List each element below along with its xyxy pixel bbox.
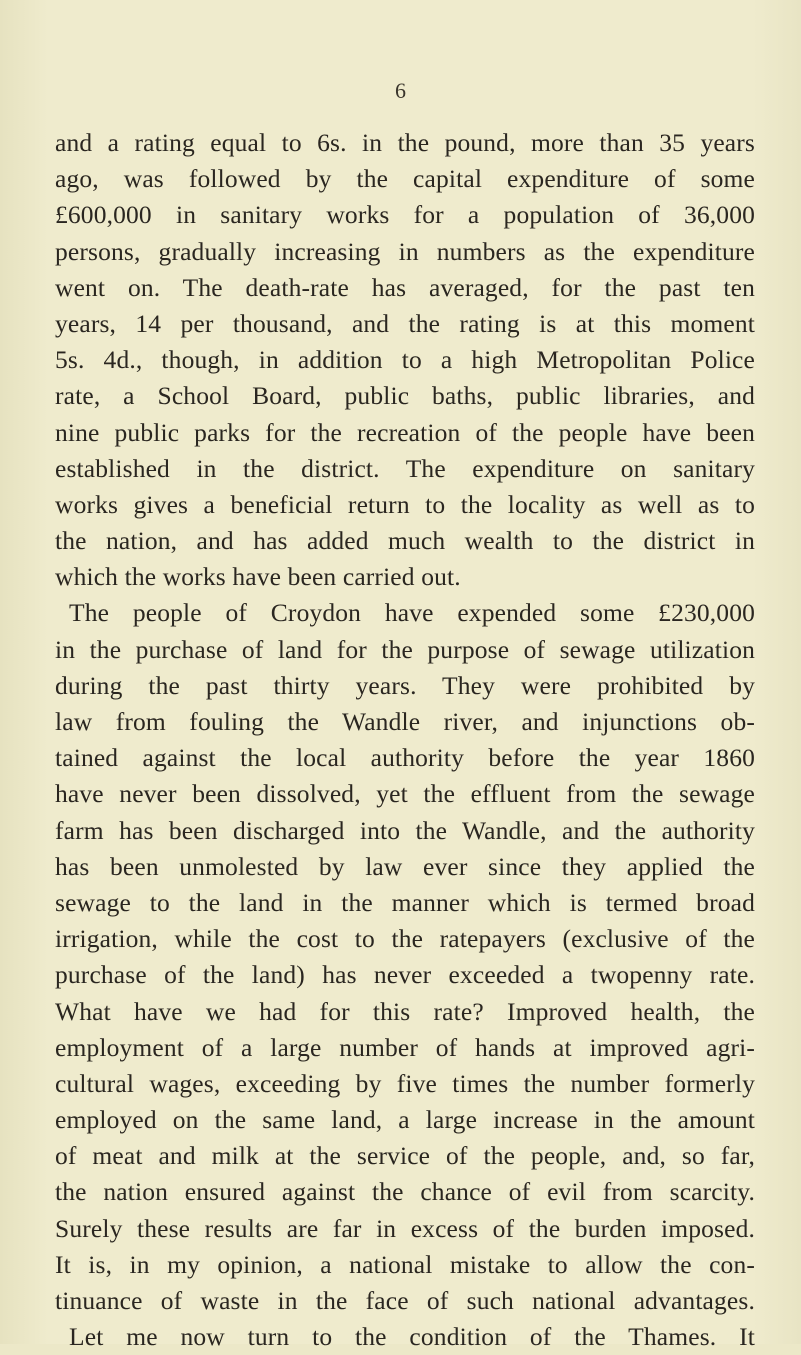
text-line: purchase of the land) has never exceeded a twopenny rate. [55, 960, 755, 990]
text-line: Let me now turn to the condition of the Thames. It [69, 1322, 755, 1352]
text-line: the nation, and has added much wealth to the district in [55, 526, 755, 556]
text-line: has been unmolested by law ever since they applied the [55, 851, 755, 881]
text-line: £600,000 in sanitary works for a population of 36,000 [55, 200, 755, 230]
text-line: during the past thirty years. They were prohibited by [55, 670, 755, 700]
text-line: have never been dissolved, yet the effluent from the sewage [55, 779, 755, 809]
body-text [55, 125, 755, 1355]
text-line: employed on the same land, a large increase in the amount [55, 1105, 755, 1135]
text-line: employment of a large number of hands at improved agri- [55, 1032, 755, 1062]
text-line: and a rating equal to 6s. in the pound, more than 35 years [55, 128, 755, 157]
text-line: persons, gradually increasing in numbers as the expenditure [55, 236, 755, 266]
text-line: works gives a beneficial return to the locality as well as to [55, 489, 755, 519]
text-line: irrigation, while the cost to the ratepayers (exclusive of the [55, 924, 755, 954]
text-line: sewage to the land in the manner which is termed broad [55, 887, 755, 917]
text-line: which the works have been carried out. [55, 562, 461, 592]
page-number: 6 [395, 78, 406, 103]
text-line: in the purchase of land for the purpose of sewage utilization [55, 634, 755, 664]
text-line: rate, a School Board, public baths, public libraries, and [55, 381, 755, 411]
text-line: It is, in my opinion, a national mistake to allow the con- [55, 1249, 755, 1279]
text-line: 5s. 4d., though, in addition to a high Metropolitan Police [55, 345, 755, 375]
text-line: nine public parks for the recreation of the people have been [55, 417, 755, 447]
text-line: years, 14 per thousand, and the rating is at this moment [55, 308, 755, 338]
text-line: What have we had for this rate? Improved health, the [55, 996, 755, 1026]
text-line: established in the district. The expenditure on sanitary [55, 453, 755, 483]
text-line: tained against the local authority before the year 1860 [55, 743, 755, 773]
text-line: went on. The death-rate has averaged, for the past ten [55, 272, 755, 302]
text-line: the nation ensured against the chance of evil from scarcity. [55, 1177, 755, 1207]
text-line: of meat and milk at the service of the people, and, so far, [55, 1141, 755, 1171]
text-line: cultural wages, exceeding by five times the number formerly [55, 1068, 755, 1098]
text-line: law from fouling the Wandle river, and injunctions ob- [55, 707, 755, 736]
text-line: Surely these results are far in excess of the burden imposed. [55, 1213, 755, 1243]
text-line: farm has been discharged into the Wandle, and the authority [55, 815, 755, 845]
text-line: The people of Croydon have expended some £230,000 [69, 598, 755, 628]
text-line: tinuance of waste in the face of such national advantages. [55, 1286, 755, 1315]
text-line: ago, was followed by the capital expenditure of some [55, 164, 755, 194]
